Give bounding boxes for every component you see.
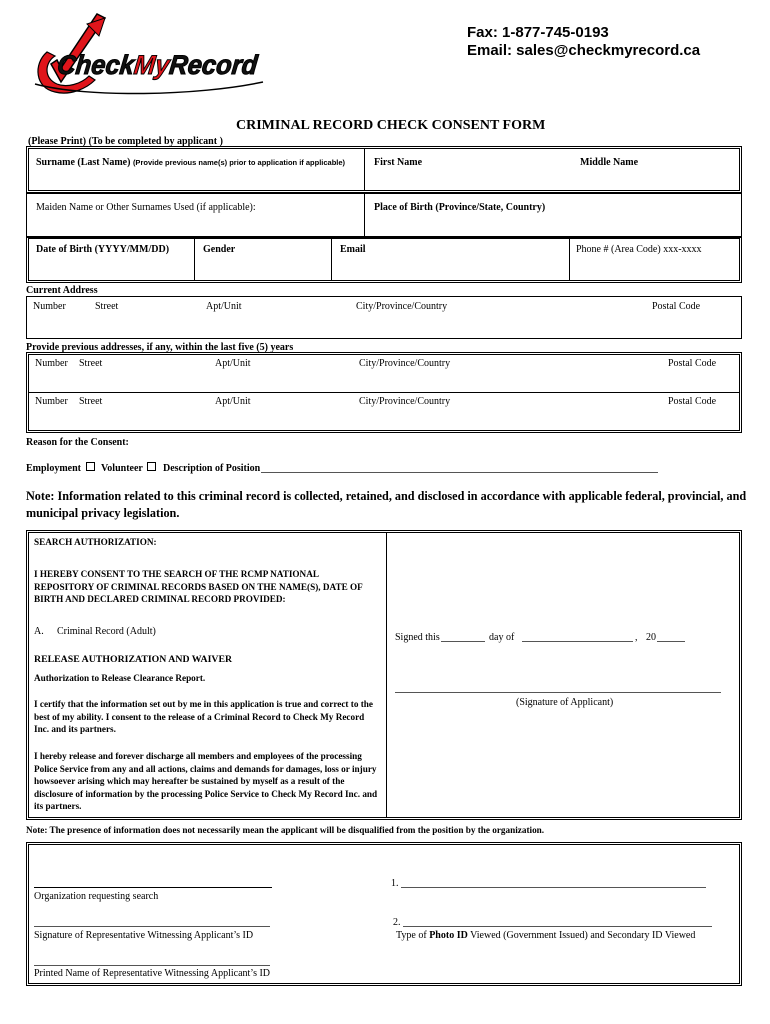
photo-id-label [396, 930, 695, 941]
disqualify-note: Note: The presence of information does not necessarily mean the applicant will be disqualified from the position by the organization. [26, 825, 545, 835]
maiden-row-box [26, 193, 742, 238]
id-one-label: 1. [391, 878, 399, 889]
logo-part-check: Check [55, 49, 141, 80]
id-two-label: 2. [393, 917, 401, 928]
comma-separator: , [635, 632, 638, 643]
day-of-label: day of [489, 632, 515, 643]
search-authorization-heading: SEARCH AUTHORIZATION: [34, 537, 157, 547]
prev1-number-label: Number [35, 358, 68, 369]
witness-signature-label: Signature of Representative Witnessing Applicant’s ID [34, 930, 254, 941]
witness-signature-line[interactable] [34, 926, 270, 927]
consent-statement: I HEREBY CONSENT TO THE SEARCH OF THE RCMP NATIONAL REPOSITORY OF CRIMINAL RECORDS BASED ON THE NAME(S), DATE OF BIRTH AND DECLARED CRIMINAL RECORD PROVIDED: [34, 569, 363, 604]
email-address: Email: sales@checkmyrecord.ca [467, 42, 701, 59]
item-a-label: A. [34, 626, 44, 637]
current-address-heading: Current Address [26, 285, 98, 296]
surname-note: (Provide previous name(s) prior to application if applicable) [132, 158, 346, 167]
prev2-city-label: City/Province/Country [359, 396, 451, 407]
prev2-postal-label: Postal Code [668, 396, 717, 407]
current-number-label: Number [33, 301, 66, 312]
surname-label [36, 157, 345, 168]
discharge-statement: I hereby release and forever discharge all members and employees of the processing Police Service from any and all actions, claims and demands for damages, loss or injury howsoever arising which may hereafter be sustained by myself as a result of the disclosure of information by the processing Police Service to Check My Record Inc. and its partners. [34, 751, 378, 811]
logo-part-record: Record [167, 49, 265, 80]
current-apt-label: Apt/Unit [206, 301, 242, 312]
id-two-line[interactable] [403, 926, 712, 927]
phone-label: Phone # (Area Code) xxx-xxxx [576, 244, 702, 255]
previous-address-heading: Provide previous addresses, if any, within the last five (5) years [26, 342, 294, 353]
current-postal-label: Postal Code [652, 301, 701, 312]
first-name-label: First Name [374, 157, 423, 168]
photo-id-suffix: Viewed (Government Issued) and Secondary ID Viewed [470, 930, 696, 941]
prev1-street-label: Street [79, 358, 103, 369]
photo-id-prefix: Type of [396, 930, 427, 941]
criminal-record-adult: Criminal Record (Adult) [57, 626, 156, 637]
company-logo [27, 12, 267, 98]
fax-number: Fax: 1-877-745-0193 [467, 24, 609, 41]
gender-label: Gender [203, 244, 236, 255]
prev1-apt-label: Apt/Unit [215, 358, 251, 369]
prev2-street-label: Street [79, 396, 103, 407]
position-description-line[interactable] [261, 472, 658, 473]
place-of-birth-label: Place of Birth (Province/State, Country) [374, 202, 546, 213]
employment-label: Employment [26, 463, 81, 474]
organization-line[interactable] [34, 887, 272, 888]
employment-checkbox[interactable] [86, 462, 95, 471]
certify-statement: I certify that the information set out by me in this application is true and correct to the best of my ability. I consent to the release of a Criminal Record to Check My Record Inc. and its partners. [34, 699, 373, 734]
position-description-label: Description of Position [163, 463, 261, 474]
reason-heading: Reason for the Consent: [26, 437, 129, 448]
volunteer-checkbox[interactable] [147, 462, 156, 471]
signed-day-field[interactable] [441, 641, 485, 642]
photo-id-bold: Photo ID [429, 930, 468, 941]
privacy-note: Note: Information related to this criminal record is collected, retained, and disclosed in accordance with applicable federal, provincial, and municipal privacy legislation. [26, 489, 747, 520]
year-prefix: 20 [646, 632, 656, 643]
witness-name-line[interactable] [34, 965, 270, 966]
maiden-name-label: Maiden Name or Other Surnames Used (if applicable): [36, 202, 256, 213]
signed-month-field[interactable] [522, 641, 633, 642]
id-one-line[interactable] [401, 887, 706, 888]
name-row-box [26, 146, 742, 193]
applicant-signature-line[interactable] [395, 692, 721, 693]
current-street-label: Street [95, 301, 119, 312]
signed-year-field[interactable] [657, 641, 685, 642]
prev2-number-label: Number [35, 396, 68, 407]
form-title: CRIMINAL RECORD CHECK CONSENT FORM [236, 118, 546, 133]
prev2-apt-label: Apt/Unit [215, 396, 251, 407]
logo-part-my: My [132, 49, 174, 80]
witness-name-label: Printed Name of Representative Witnessing Applicant’s ID [34, 968, 271, 979]
dob-label: Date of Birth (YYYY/MM/DD) [36, 244, 170, 255]
organization-label: Organization requesting search [34, 891, 159, 902]
middle-name-label: Middle Name [580, 157, 639, 168]
checkmark-logo-icon [27, 12, 267, 98]
prev1-city-label: City/Province/Country [359, 358, 451, 369]
svg-text:CheckMyRecord [55, 49, 265, 80]
release-subheading: Authorization to Release Clearance Report. [34, 673, 206, 683]
email-label: Email [340, 244, 366, 255]
applicant-signature-label: (Signature of Applicant) [516, 697, 614, 708]
surname-label-text: Surname (Last Name) [36, 157, 131, 168]
release-heading: RELEASE AUTHORIZATION AND WAIVER [34, 654, 233, 665]
current-city-label: City/Province/Country [356, 301, 448, 312]
prev1-postal-label: Postal Code [668, 358, 717, 369]
print-instruction: (Please Print) (To be completed by applicant ) [28, 136, 223, 147]
signed-this-label: Signed this [395, 632, 440, 643]
volunteer-label: Volunteer [101, 463, 143, 474]
